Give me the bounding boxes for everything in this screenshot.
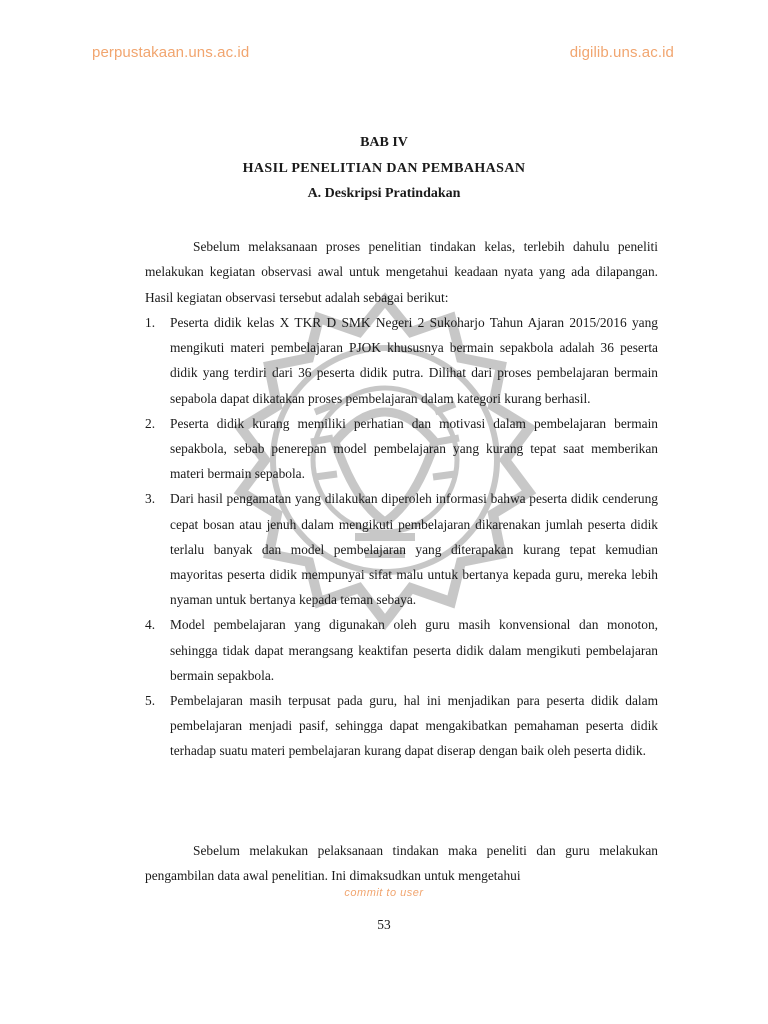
list-text: Pembelajaran masih terpusat pada guru, hal ini menjadikan para peserta didik dalam pembelajaran menjadi pasif, sehingga dapat mengakibatkan pemahaman peserta didik terhadap suatu materi pembelajaran kurang dapat diserap dengan baik oleh peserta didik. <box>170 693 658 759</box>
closing-paragraph: Sebelum melakukan pelaksanaan tindakan maka peneliti dan guru melakukan pengambilan data awal penelitian. Ini dimaksudkan untuk mengetahui <box>145 843 658 884</box>
list-item <box>145 310 658 411</box>
list-text: Dari hasil pengamatan yang dilakukan diperoleh informasi bahwa peserta didik cenderung cepat bosan atau jenuh dalam mengikuti pembelajaran dikarenakan jumlah peserta didik terlalu banyak dan model pembelajaran yang diterapakan kurang tepat kemudian mayoritas peserta didik mempunyai sifat malu untuk bertanya kepada guru, mereka lebih nyaman untuk bertanya kepada teman sebaya. <box>170 491 658 608</box>
chapter-number: BAB IV <box>360 135 408 150</box>
observation-list <box>145 310 658 764</box>
list-text: Peserta didik kurang memiliki perhatian dan motivasi dalam pembelajaran bermain sepakbola, sebab penerepan model pembelajaran yang kurang tepat saat memberikan materi bermain sepabola. <box>170 415 658 482</box>
intro-paragraph: Sebelum melaksanaan proses penelitian tindakan kelas, terlebih dahulu peneliti melakukan kegiatan observasi awal untuk mengetahui keadaan nyata yang ada dilapangan. Hasil kegiatan observasi tersebut adalah sebagai berikut: <box>145 239 658 305</box>
list-item <box>145 411 658 487</box>
list-text: Model pembelajaran yang digunakan oleh guru masih konvensional dan monoton, sehingga tidak dapat merangsang keaktifan peserta didik dalam mengikuti pembelajaran bermain sepakbola. <box>170 617 658 683</box>
list-number: 1. <box>145 315 156 330</box>
list-item <box>145 486 658 612</box>
list-text: Peserta didik kelas X TKR D SMK Negeri 2 Sukoharjo Tahun Ajaran 2015/2016 yang mengikuti materi pembelajaran PJOK khususnya bermain sepakbola adalah 36 peserta didik yang terdiri dari 36 peserta didik putra. Dilihat dari proses pembelajaran bermain sepabola dapat dikatakan proses pembelajaran dalam kategori kurang berhasil. <box>170 315 658 406</box>
commit-watermark: commit to user <box>344 887 424 899</box>
list-number: 4. <box>145 617 156 633</box>
section-heading: A. Deskripsi Pratindakan <box>307 186 461 201</box>
list-number: 5. <box>145 693 156 709</box>
chapter-title: HASIL PENELITIAN DAN PEMBAHASAN <box>242 161 526 176</box>
header-site-left: perpustakaan.uns.ac.id <box>92 44 250 61</box>
header-site-right: digilib.uns.ac.id <box>569 44 674 61</box>
page-number: 53 <box>377 917 391 932</box>
list-item <box>145 688 658 764</box>
list-item <box>145 612 658 688</box>
list-number: 3. <box>145 491 156 507</box>
list-number: 2. <box>145 415 156 431</box>
